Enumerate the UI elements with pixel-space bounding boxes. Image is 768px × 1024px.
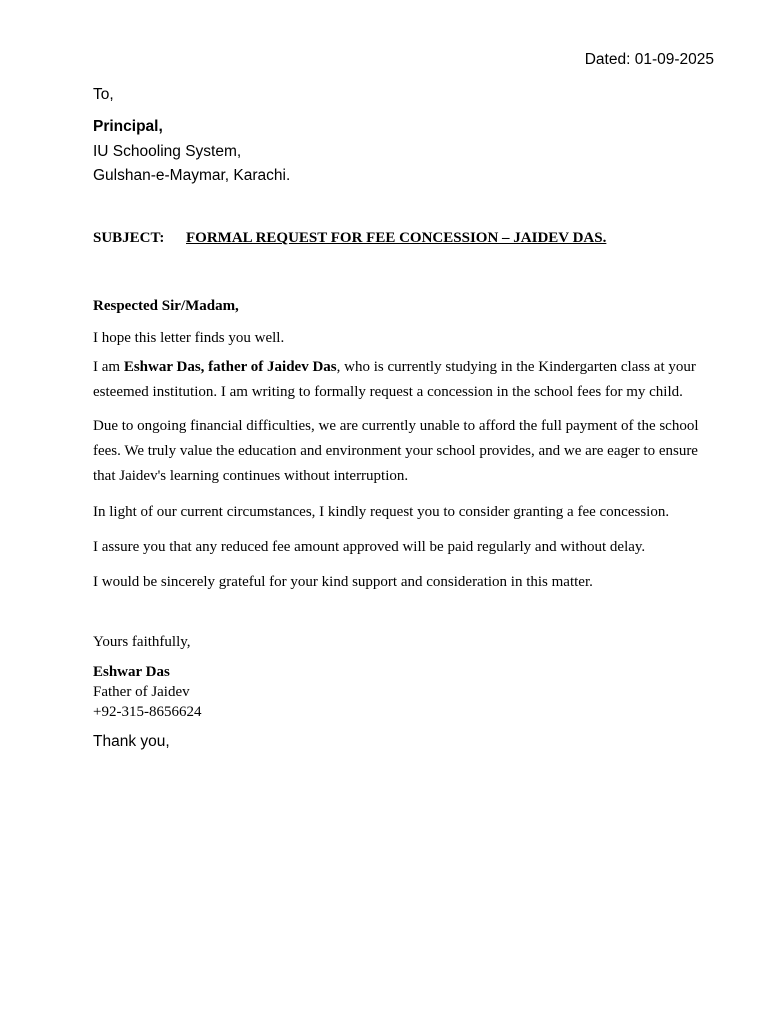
closing: Yours faithfully, — [93, 634, 191, 650]
greeting: Respected Sir/Madam, — [93, 298, 239, 314]
letter-date: Dated: 01-09-2025 — [584, 51, 714, 68]
paragraph-identity — [93, 355, 723, 405]
recipient-title: Principal, — [93, 118, 163, 135]
paragraph-assurance: I assure you that any reduced fee amount approved will be paid regularly and without delay. — [93, 539, 646, 555]
subject-line — [93, 230, 606, 247]
thanks-line: Thank you, — [93, 733, 170, 750]
paragraph-reason: Due to ongoing financial difficulties, we are currently unable to afford the full payment of the school fees. We truly value the education and environment your school provides, and we are eager to ensure that Jaidev's learning continues without interruption. — [93, 418, 699, 484]
paragraph-request: In light of our current circumstances, I kindly request you to consider granting a fee concession. — [93, 504, 670, 520]
signer-relation: Father of Jaidev — [93, 684, 190, 700]
subject-label: SUBJECT: — [93, 230, 165, 246]
subject-title: FORMAL REQUEST FOR FEE CONCESSION – JAIDEV DAS. — [186, 230, 607, 246]
paragraph-identity-prefix: I am — [93, 359, 124, 375]
paragraph-intro: I hope this letter finds you well. — [93, 330, 285, 346]
recipient-address: Gulshan-e-Maymar, Karachi. — [93, 167, 291, 184]
paragraph-identity-rest: , who is currently studying in the Kindergarten class at your esteemed institution. I am writing to formally request a concession in the school fees for my child. — [93, 359, 696, 400]
paragraph-identity-bold: Eshwar Das, father of Jaidev Das — [123, 359, 337, 375]
recipient-organization: IU Schooling System, — [93, 143, 242, 160]
salutation-to: To, — [93, 86, 114, 103]
signer-name: Eshwar Das — [93, 664, 170, 680]
signer-phone: +92-315-8656624 — [93, 704, 202, 720]
paragraph-gratitude: I would be sincerely grateful for your kind support and consideration in this matter. — [93, 574, 593, 590]
